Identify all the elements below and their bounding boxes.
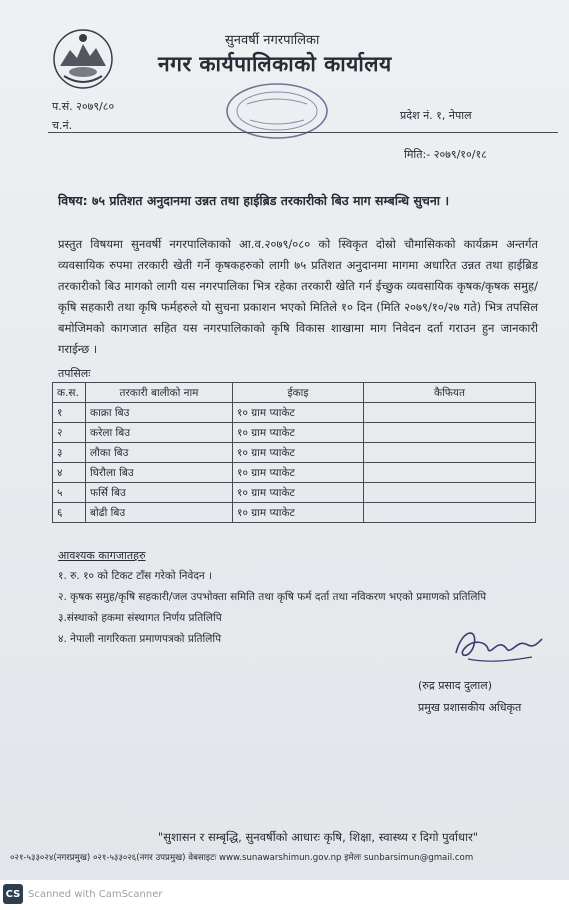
header-unit: ईकाइ — [233, 383, 364, 403]
table-row — [53, 503, 536, 523]
serial-cell: ३ — [53, 443, 86, 463]
unit-cell: १० ग्राम प्याकेट — [233, 483, 364, 503]
notice-body: प्रस्तुत विषयमा सुनवर्षी नगरपालिकाको आ.व.२०७९/०८० को स्विकृत दोस्रो चौमासिकको कार्यक्रम अन्तर्गत व्यवसायिक रुपमा तरकारी खेती गर्ने कृषकहरुको लागी ७५ प्रतिशत अनुदानमा मागमा अधारित उन्नत तथा हाईब्रिड तरकारीको बिउ मागको लागी यस नगरपालिका भित्र रहेका तरकारी खेति गर्न ईच्छुक व्यवसायिक कृषक/कृषक समुह/कृषि सहकारी तथा कृषि फर्महरुले यो सुचना प्रकाशन भएको मितिले १० दिन (मिति २०७९/१०/२७ गते) भित्र तपसिल बमोजिमको कागजात सहित यस नगरपालिकाको कृषि विकास शाखामा माग निवेदन दर्ता गराउन हुन जानकारी गराईन्छ । — [58, 237, 538, 356]
table-header-row — [53, 383, 536, 403]
unit-cell: १० ग्राम प्याकेट — [233, 463, 364, 483]
remarks-cell — [364, 403, 536, 423]
crop-cell: करेला बिउ — [86, 423, 233, 443]
org-subtitle: सुनवर्षी नगरपालिका — [225, 33, 320, 48]
footer-slogan: "सुशासन र सम्बृद्धि, सुनवर्षीको आधारः कृषि, शिक्षा, स्वास्थ्य र दिगो पुर्वाधार" — [157, 830, 479, 844]
crop-cell: घिरौला बिउ — [86, 463, 233, 483]
header-divider — [48, 132, 558, 133]
dispatch-number: च.नं. — [52, 119, 73, 132]
reference-number: प.सं. २०७९/८० — [52, 100, 115, 113]
scanner-label: Scanned with CamScanner — [28, 889, 163, 900]
unit-cell: १० ग्राम प्याकेट — [233, 503, 364, 523]
remarks-cell — [364, 483, 536, 503]
serial-cell: ४ — [53, 463, 86, 483]
requirements-title: आवश्यक कागजातहरु — [58, 549, 146, 562]
crop-cell: बोढी बिउ — [86, 503, 233, 523]
table-row — [53, 403, 536, 423]
serial-cell: १ — [53, 403, 86, 423]
crop-cell: काक्रा बिउ — [86, 403, 233, 423]
list-item: २. कृषक समुह/कृषि सहकारी/जल उपभोक्ता समिति तथा कृषि फर्म दर्ता तथा नविकरण भएको प्रमाणको प्रतिलिपि — [58, 591, 487, 603]
table-row — [53, 483, 536, 503]
footer-contacts: ०२१-५३३०२४(नगरप्रमुख) ०२१-५३३०२६(नगर उपप्रमुख) वेबसाइटः www.sunawarshimun.gov.np इमेलः sunbarsimun@gmail.com — [10, 853, 474, 863]
nepal-emblem-icon — [50, 28, 116, 90]
requirements-list — [58, 566, 486, 650]
seed-table — [52, 382, 536, 523]
table-row — [53, 463, 536, 483]
serial-cell: २ — [53, 423, 86, 443]
province-label: प्रदेश नं. १, नेपाल — [400, 109, 472, 122]
remarks-cell — [364, 423, 536, 443]
unit-cell: १० ग्राम प्याकेट — [233, 403, 364, 423]
header-remarks: कैफियत — [364, 383, 536, 403]
org-title: नगर कार्यपालिकाको कार्यालय — [158, 52, 392, 76]
crop-cell: फर्सि बिउ — [86, 483, 233, 503]
header-serial: क.स. — [53, 383, 86, 403]
table-label: तपसिलः — [58, 367, 91, 380]
crop-cell: लौका बिउ — [86, 443, 233, 463]
header-crop-name: तरकारी बालीको नाम — [86, 383, 233, 403]
list-item: ३.संस्थाको हकमा संस्थागत निर्णय प्रतिलिपि — [58, 612, 222, 624]
serial-cell: ६ — [53, 503, 86, 523]
table-row — [53, 443, 536, 463]
subject-line: विषय: ७५ प्रतिशत अनुदानमा उन्नत तथा हाईब्रिड तरकारीको बिउ माग सम्बन्धि सुचना । — [58, 193, 450, 208]
remarks-cell — [364, 503, 536, 523]
signatory-name: (रुद्र प्रसाद दुलाल) — [418, 679, 492, 692]
signatory-post: प्रमुख प्रशासकीय अधिकृत — [418, 701, 522, 714]
remarks-cell — [364, 443, 536, 463]
list-item: ४. नेपाली नागरिकता प्रमाणपत्रको प्रतिलिपि — [58, 633, 222, 645]
table-row — [53, 423, 536, 443]
camscanner-logo-icon: CS — [3, 884, 23, 904]
list-item: १. रु. १० को टिकट टाँस गरेको निवेदन । — [58, 570, 213, 582]
unit-cell: १० ग्राम प्याकेट — [233, 443, 364, 463]
unit-cell: १० ग्राम प्याकेट — [233, 423, 364, 443]
remarks-cell — [364, 463, 536, 483]
letter-date: मिति:- २०७९/१०/१८ — [404, 148, 487, 161]
signature-icon — [448, 623, 548, 667]
serial-cell: ५ — [53, 483, 86, 503]
